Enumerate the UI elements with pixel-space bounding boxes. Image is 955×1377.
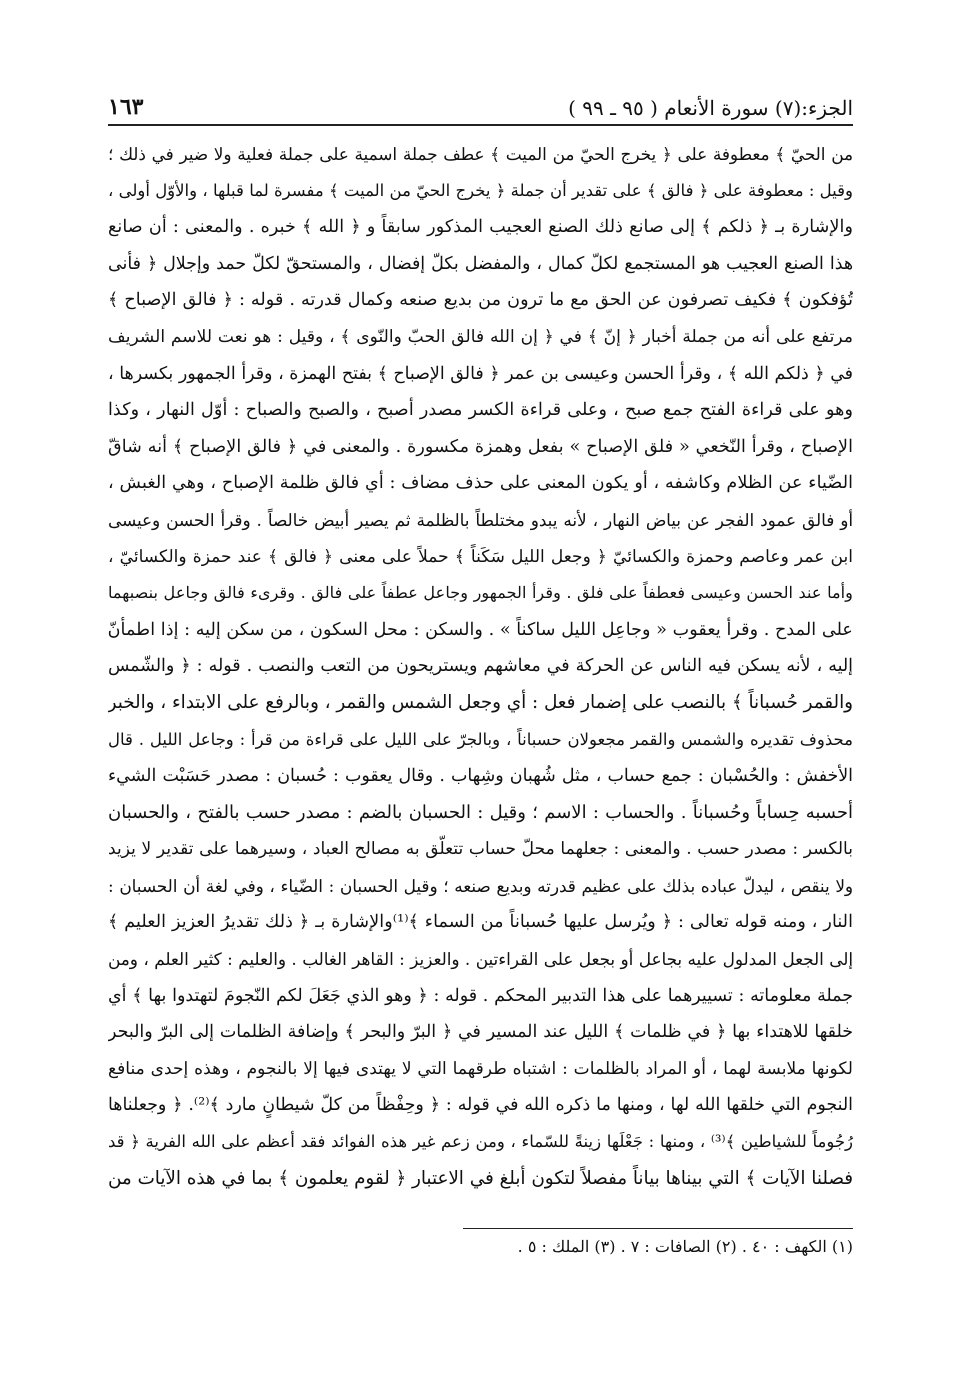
text-line: وهو على قراءة الفتح جمع صبح ، وعلى قراءة الكسر مصدر أصبح ، والصبح والصباح : أوّل النهار ، وكذا bbox=[108, 400, 853, 421]
page-header bbox=[108, 86, 853, 126]
text-line: جملة معلوماته : تسييرهما على هذا التدبير المحكم . قوله : ﴿ وهو الذي جَعَلَ لكم النّجومَ لتهتدوا بها ﴾ أي bbox=[108, 985, 853, 1006]
text-line: لكونها ملابسة لهما ، أو المراد بالظلمات : اشتباه طرقهما التي لا يهتدى فيها إلا بالنجوم ، وهذه إحدى منافع bbox=[108, 1058, 853, 1079]
text-line: محذوف تقديره والشمس والقمر مجعولان حسباناً ، وبالجرّ على الليل على قراءة من قرأ : وجاعل الليل . قال bbox=[108, 729, 853, 749]
body-text bbox=[108, 136, 853, 1197]
running-title: الجزء:(٧) سورة الأنعام ( ٩٥ ـ ٩٩ ) bbox=[568, 96, 853, 120]
text-line: الضّياء عن الظلام وكاشفه ، أو يكون المعنى على حذف مضاف : أي فالق ظلمة الإصباح ، وهي الغبش ، bbox=[108, 473, 853, 494]
text-line: إليه ، لأنه يسكن فيه الناس عن الحركة في معاشهم ويستريحون من التعب والنصب . قوله : ﴿ والشّمس bbox=[108, 656, 853, 677]
text-line: الإصباح ، وقرأ النّخعي « فلق الإصباح » بفعل وهمزة مكسورة . والمعنى في ﴿ فالق الإصباح ﴾ أنه شاقّ bbox=[108, 436, 853, 457]
text-line: تُؤفكون ﴾ فكيف تصرفون عن الحق مع ما ترون من بديع صنعه وكمال قدرته . قوله : ﴿ فالق الإصباح ﴾ bbox=[108, 290, 853, 311]
text-line: أو فالق عمود الفجر عن بياض النهار ، لأنه يبدو مختلطاً بالظلمة ثم يصير أبيض خالصاً . وقرأ الحسن وعيسى bbox=[108, 509, 853, 530]
text-line: على المدح . وقرأ يعقوب « وجاعِل الليل ساكناً » . والسكن : محل السكون ، من سكن إليه : إذا اطمأنّ bbox=[108, 619, 853, 640]
text-line: ابن عمر وعاصم وحمزة والكسائيّ ﴿ وجعل الليل سَكَناً ﴾ حملاً على معنى ﴿ فالق ﴾ عند حمزة والكسائيّ ، bbox=[108, 546, 853, 567]
text-line: من الحيّ ﴾ معطوفة على ﴿ يخرج الحيّ من الميت ﴾ عطف جملة اسمية على جملة فعلية ولا ضير في ذلك ؛ bbox=[108, 144, 853, 164]
text-line: أحسبه حِساباً وحُسباناً . والحساب : الاسم ؛ وقيل : الحسبان بالضم : مصدر حسب بالفتح ، والحسبان bbox=[108, 801, 853, 823]
text-line: والإشارة بـ ﴿ ذلكم ﴾ إلى صانع ذلك الصنع العجيب المذكور سابقاً و ﴿ الله ﴾ خبره . والمعنى : أن صانع bbox=[108, 217, 853, 238]
text-line: وقيل : معطوفة على ﴿ فالق ﴾ على تقدير أن جملة ﴿ يخرج الحيّ من الميت ﴾ مفسرة لما قبلها ، والأوّل أولى ، bbox=[108, 180, 853, 200]
text-line: والقمر حُسباناً ﴾ بالنصب على إضمار فعل : أي وجعل الشمس والقمر ، وبالرفع على الابتداء ، والخبر bbox=[108, 691, 853, 713]
text-line: وأما عند الحسن وعيسى فعطفاً على فلق . وقرأ الجمهور وجاعل عطفاً على فالق . وقرىء فالق وجاعل بنصبهما bbox=[108, 583, 853, 603]
footnotes: (١) الكهف : ٤٠ . (٢) الصافات : ٧ . (٣) الملك : ٥ . bbox=[463, 1228, 853, 1256]
text-line: الأخفش : والحُسْبان : جمع حساب ، مثل شُهبان وشِهاب . وقال يعقوب : حُسبان : مصدر حَسَبْت الشيء bbox=[108, 766, 853, 787]
text-line: في ﴿ ذلكم الله ﴾ ، وقرأ الحسن وعيسى بن عمر ﴿ فالق الإصباح ﴾ بفتح الهمزة ، وقرأ الجمهور بكسرها ، bbox=[108, 363, 853, 384]
text-line: ولا ينقص ، ليدلّ عباده بذلك على عظيم قدرته وبديع صنعه ؛ وقيل الحسبان : الضّياء ، وفي لغة أن الحسبان : bbox=[108, 875, 853, 896]
text-line: خلقها للاهتداء بها ﴿ في ظلمات ﴾ الليل عند المسير في ﴿ البرّ والبحر ﴾ وإضافة الظلمات إلى البرّ والبحر bbox=[108, 1022, 853, 1043]
text-line: مرتفع على أنه من جملة أخبار ﴿ إنّ ﴾ في ﴿ إن الله فالق الحبّ والنّوى ﴾ ، وقيل : هو نعت للاسم الشريف bbox=[108, 326, 853, 347]
text-line: فصلنا الآيات ﴾ التي بيناها بياناً مفصلاً لتكون أبلغ في الاعتبار ﴿ لقوم يعلمون ﴾ بما في هذه الآيات من bbox=[108, 1167, 853, 1189]
text-line: رُجُوماً للشياطين ﴾⁽³⁾ ، ومنها : جَعْلَها زينةً للسّماء ، ومن زعم غير هذه الفوائد فقد أعظم على الله الفرية ﴿ قد bbox=[108, 1132, 853, 1152]
page-number: ١٦٣ bbox=[108, 94, 144, 120]
text-line: إلى الجعل المدلول عليه بجاعل أو بجعل على القراءتين . والعزيز : القاهر الغالب . والعليم : كثير العلم ، ومن bbox=[108, 949, 853, 970]
text-line: النجوم التي خلقها الله لها ، ومنها ما ذكره الله في قوله : ﴿ وحِفْظاً من كلّ شيطانٍ مارد ﴾⁽²⁾. ﴿ وجعلناها bbox=[108, 1095, 853, 1116]
text-line: هذا الصنع العجيب هو المستجمع لكلّ كمال ، والمفضل بكلّ إفضال ، والمستحقّ لكلّ حمد وإجلال ﴿ فأنى bbox=[108, 253, 853, 274]
text-line: النار ، ومنه قوله تعالى : ﴿ ويُرسل عليها حُسباناً من السماء ﴾⁽¹⁾والإشارة بـ ﴿ ذلك تقديرُ العزيز العليم ﴾ bbox=[108, 912, 853, 933]
text-line: بالكسر : مصدر حسب . والمعنى : جعلهما محلّ حساب تتعلّق به مصالح العباد ، وسيرهما على تقدير لا يزيد bbox=[108, 839, 853, 860]
